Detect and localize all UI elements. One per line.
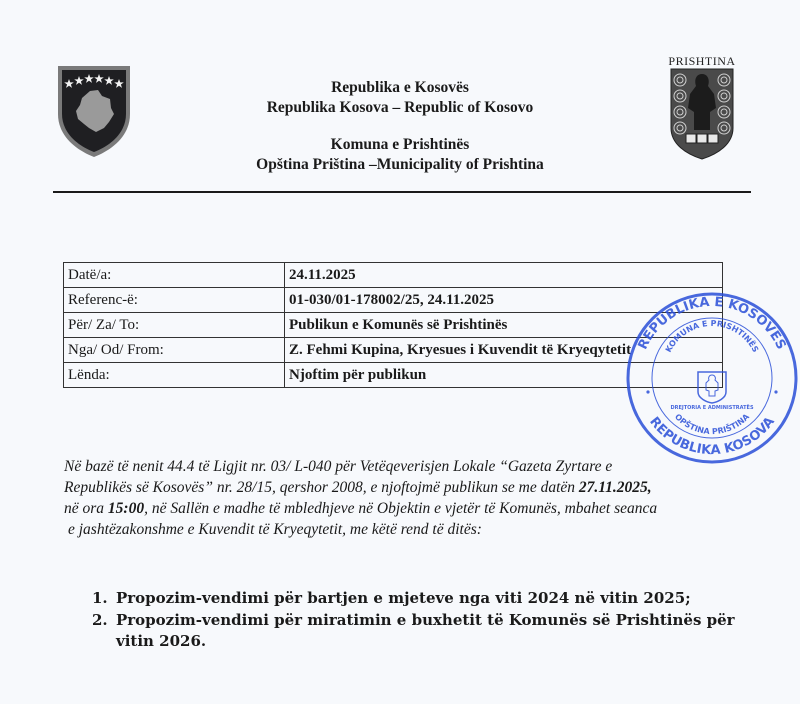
paragraph-text: , në Sallën e madhe të mbledhjeve në Objektin e vjetër të Komunës, mbahet seanca xyxy=(144,500,658,517)
meta-row-date xyxy=(64,263,723,288)
meta-label: Nga/ Od/ From: xyxy=(64,338,285,363)
header-municipality-multilang: Opština Priština –Municipality of Prishtina xyxy=(256,156,544,173)
meta-value: 24.11.2025 xyxy=(285,263,723,288)
meta-row-subject xyxy=(64,363,723,388)
stamp-outer-top-text: REPUBLIKA E KOSOVËS xyxy=(635,294,789,353)
header-municipality-sq: Komuna e Prishtinës xyxy=(330,136,470,153)
header-divider xyxy=(53,191,751,193)
meta-value: 01-030/01-178002/25, 24.11.2025 xyxy=(285,288,723,313)
prishtina-coat-of-arms xyxy=(664,54,740,164)
meta-row-reference xyxy=(64,288,723,313)
meta-label: Lënda: xyxy=(64,363,285,388)
stamp-outer-bottom-text: REPUBLIKA KOSOVA xyxy=(646,414,778,459)
official-stamp xyxy=(626,292,798,464)
paragraph-line xyxy=(64,477,754,498)
agenda-item-number: 2. xyxy=(92,611,108,629)
kosovo-coat-of-arms-icon xyxy=(56,62,132,158)
prishtina-emblem-icon xyxy=(670,68,734,160)
document-header xyxy=(200,78,600,175)
notice-paragraph xyxy=(64,456,754,540)
agenda-item-number: 1. xyxy=(92,589,108,607)
prishtina-emblem-label: PRISHTINA xyxy=(668,54,736,68)
meta-row-to xyxy=(64,313,723,338)
meta-label: Datë/a: xyxy=(64,263,285,288)
stamp-inner-top-text: KOMUNA E PRISHTINËS xyxy=(663,318,761,354)
meta-label: Referenc-ë: xyxy=(64,288,285,313)
meta-value: Njoftim për publikun xyxy=(285,363,723,388)
header-republic-multilang: Republika Kosova – Republic of Kosovo xyxy=(266,99,534,116)
paragraph-text: në ora xyxy=(64,500,108,517)
meta-label: Për/ Za/ To: xyxy=(64,313,285,338)
meta-row-from xyxy=(64,338,723,363)
agenda-item xyxy=(92,610,772,652)
header-republic-sq: Republika e Kosovës xyxy=(331,79,469,96)
stamp-center-text: DREJTORIA E ADMINISTRATËS xyxy=(670,405,754,411)
agenda-item-text: Propozim-vendimi për bartjen e mjeteve nga viti 2024 në vitin 2025; xyxy=(116,589,691,607)
paragraph-text: Republikës së Kosovës” nr. 28/15, qershor 2008, e njoftojmë publikun se me datën xyxy=(64,479,579,496)
document-meta-table xyxy=(63,262,723,388)
paragraph-line: e jashtëzakonshme e Kuvendit të Kryeqytetit, me këtë rend të ditës: xyxy=(68,521,482,538)
stamp-inner-bottom-text: OPŠTINA PRIŠTINA xyxy=(672,412,752,437)
paragraph-line xyxy=(64,498,754,519)
official-stamp-seal-icon xyxy=(626,292,798,464)
agenda-list xyxy=(92,588,772,653)
session-time: 15:00 xyxy=(107,500,145,517)
agenda-item-text: Propozim-vendimi për miratimin e buxhetit të Komunës së Prishtinës për vitin 2026. xyxy=(116,611,735,650)
paragraph-line: Në bazë të nenit 44.4 të Ligjit nr. 03/ L-040 për Vetëqeverisjen Lokale “Gazeta Zyrtare e xyxy=(64,458,613,475)
meta-value: Publikun e Komunës së Prishtinës xyxy=(285,313,723,338)
meta-value: Z. Fehmi Kupina, Kryesues i Kuvendit të Kryeqytetit xyxy=(285,338,723,363)
agenda-item xyxy=(92,588,772,609)
session-date: 27.11.2025, xyxy=(578,479,652,496)
